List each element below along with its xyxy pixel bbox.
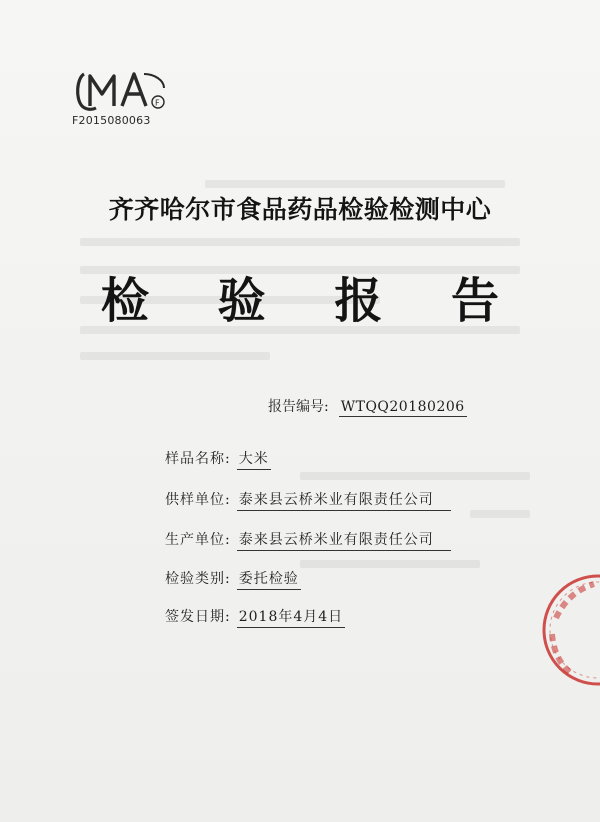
svg-text:F: F [155,98,160,108]
bleed-through-line [300,560,480,568]
field-sample-name [165,448,271,470]
bleed-through-line [80,238,520,246]
cma-certificate-code: F2015080063 [72,114,151,127]
field-supplier [165,489,451,511]
field-value: 委托检验 [237,568,301,590]
bleed-through-line [470,510,530,518]
bleed-through-line [300,472,530,480]
field-label: 样品名称: [165,451,231,467]
report-number-value: WTQQ20180206 [340,399,465,415]
field-value: 泰来县云桥米业有限责任公司 [237,529,451,551]
field-label: 生产单位: [165,532,231,548]
field-label: 检验类别: [165,571,231,587]
report-number-row [268,396,467,416]
cma-logo-icon [74,68,170,112]
report-number-label: 报告编号: [268,399,329,415]
field-value: 大米 [237,448,271,470]
organization-name: 齐齐哈尔市食品药品检验检测中心 [108,195,492,224]
field-label: 供样单位: [165,492,231,508]
field-value: 泰来县云桥米业有限责任公司 [237,489,451,511]
field-label: 签发日期: [165,609,231,625]
field-manufacturer [165,529,451,551]
field-inspection-type [165,568,301,590]
bleed-through-line [80,352,270,360]
bleed-through-line [205,180,505,188]
field-value: 2018年4月4日 [237,606,345,628]
report-title: 检 验 报 告 [100,273,526,329]
official-seal-stamp [538,570,600,690]
field-issue-date [165,606,345,628]
